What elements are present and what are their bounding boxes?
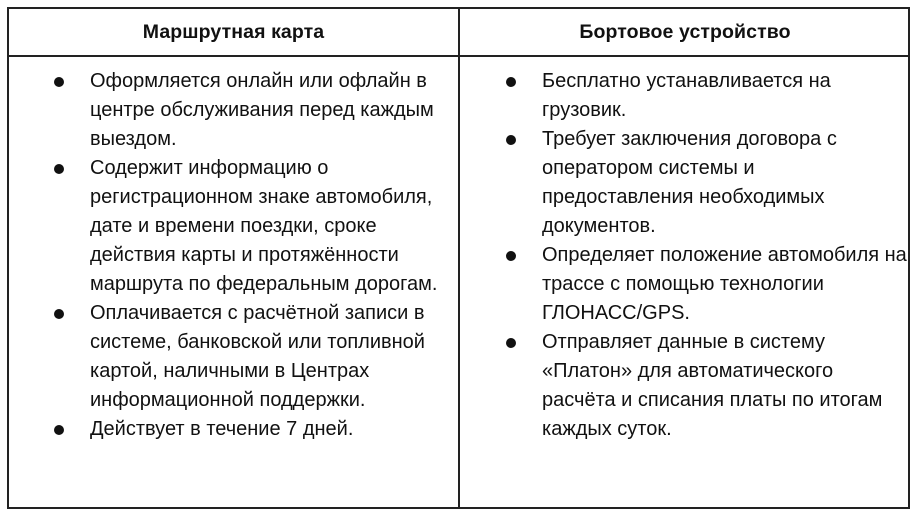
list-item <box>503 67 908 125</box>
list-item <box>503 241 908 328</box>
list-item-text: Содержит информацию о регистрационном знаке автомобиля, дате и времени поездки, сроке действия карты и протяжённости маршрута по федеральным дорогам. <box>90 157 438 295</box>
onboard-device-list <box>503 67 908 444</box>
route-card-column <box>51 67 456 444</box>
header-divider <box>9 55 908 57</box>
list-item-text: Действует в течение 7 дней. <box>90 418 354 440</box>
list-item <box>51 154 456 299</box>
list-item <box>503 328 908 444</box>
column-divider <box>458 9 460 507</box>
list-item-text: Отправляет данные в систему «Платон» для автоматического расчёта и списания платы по итогам каждых суток. <box>542 331 883 440</box>
list-item <box>51 67 456 154</box>
list-item-text: Бесплатно устанавливается на грузовик. <box>542 70 831 121</box>
list-item <box>51 299 456 415</box>
list-item <box>503 125 908 241</box>
list-item-text: Требует заключения договора с оператором системы и предоставления необходимых документов. <box>542 128 837 237</box>
list-item-text: Определяет положение автомобиля на трассе с помощью технологии ГЛОНАСС/GPS. <box>542 244 907 324</box>
comparison-table <box>7 7 910 509</box>
header-onboard-device: Бортовое устройство <box>579 20 791 43</box>
list-item-text: Оформляется онлайн или офлайн в центре обслуживания перед каждым выездом. <box>90 70 434 150</box>
route-card-list <box>51 67 456 444</box>
list-item-text: Оплачивается с расчётной записи в системе, банковской или топливной картой, наличными в Центрах информационной поддержки. <box>90 302 425 411</box>
list-item <box>51 415 456 444</box>
onboard-device-column <box>503 67 908 444</box>
header-route-card: Маршрутная карта <box>142 20 325 43</box>
